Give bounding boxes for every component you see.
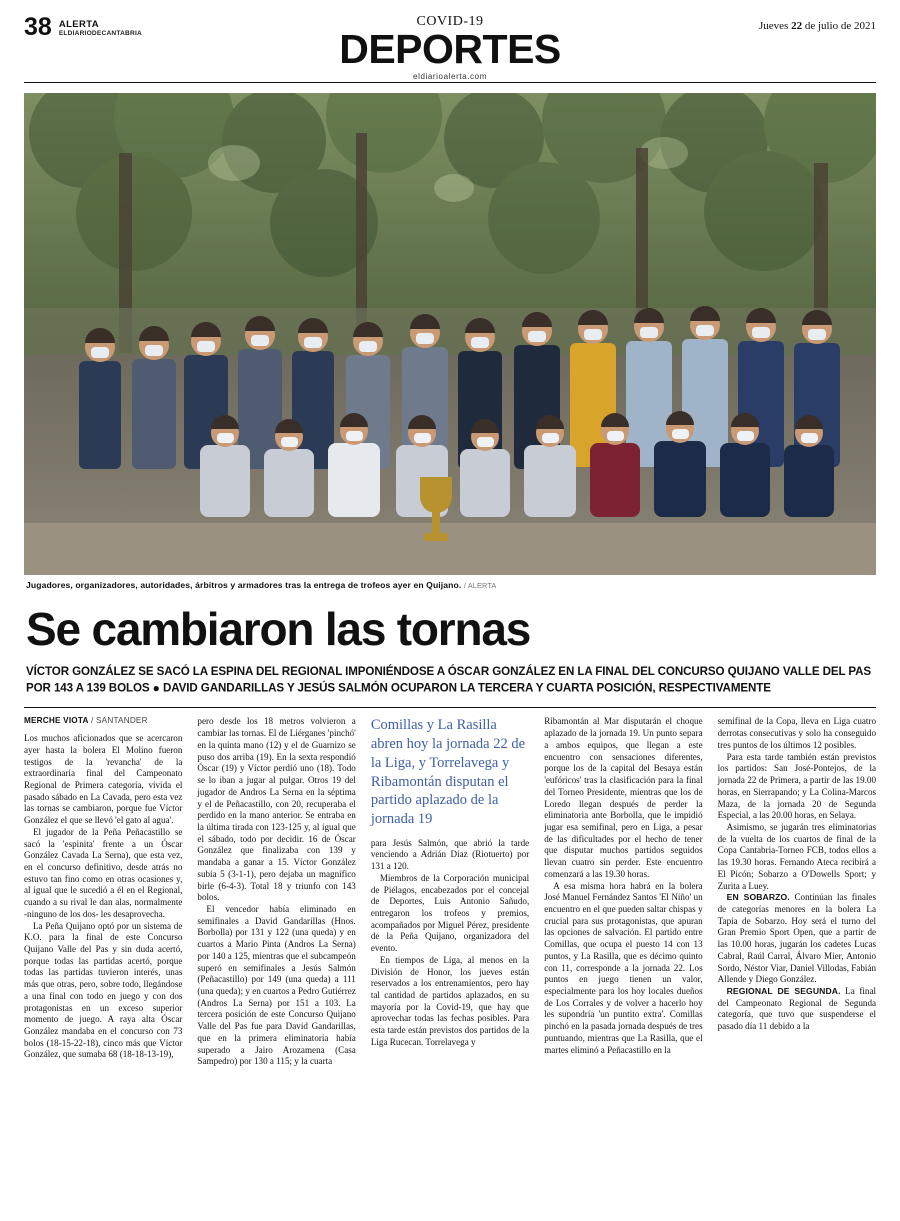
article-headline: Se cambiaron las tornas bbox=[26, 603, 531, 655]
paragraph: La Peña Quijano optó por un sistema de K.O. para la final de este Concurso Quijano Valle del Pas y sin duda acertó, porque todas las partidas acertó, porque todas las partidas tuvieron interés, unas más que otras, pero, sobre todo, llegándose a una final con todo en juego y con dos protagonistas en un exceso superior momento de juego. A raya alta Óscar González mandaba en el concurso con 73 bolos (18-15-22-18), cinco más que Víctor González, que sumaba 68 (18-18-13-19), bbox=[24, 920, 183, 1060]
masthead-divider bbox=[24, 82, 876, 83]
column-1 bbox=[24, 716, 182, 1186]
team-photo bbox=[24, 93, 876, 575]
paragraph: El jugador de la Peña Peñacastillo se sacó la 'espinita' frente a un Óscar González Cavada La Serna), que esta vez, en el concurso definitivo, desde atrás no estuvo tan fino como en otras ocasiones y, al igual que le sucedió a él en el Regional, cuando a su rival le dan alas, normalmente -ninguno de los dos- les desaprovecha. bbox=[24, 826, 183, 919]
photo-block bbox=[24, 93, 876, 590]
paragraph: semifinal de la Copa, lleva en Liga cuatro derrotas consecutivas y solo ha conseguido tres puntos de los últimos 12 posibles. bbox=[717, 716, 877, 750]
page-number: 38 bbox=[24, 13, 52, 41]
photo-caption-text: Jugadores, organizadores, autoridades, árbitros y armadores tras la entrega de trofeos ayer en Quijano. bbox=[26, 580, 462, 590]
subsection-body: La final del Campeonato Regional de Segunda categoría, que tuvo que suspenderse el pasado día 11 debido a la bbox=[717, 986, 877, 1032]
photo-illustration bbox=[24, 93, 876, 575]
section-title: DEPORTES bbox=[339, 26, 561, 72]
subsection-heading: REGIONAL DE SEGUNDA. bbox=[726, 986, 841, 997]
byline-author: MERCHE VIOTA bbox=[24, 716, 89, 726]
paragraph: Asimismo, se jugarán tres eliminatorias de la vuelta de los cuartos de final de la Copa Cantabria-Torneo FCB, todos ellos a las 19.30 horas. Fernando Ateca recibirá a El Picón; Sobarzo a O'Dowells Sport; y Zurita a Luey. bbox=[717, 821, 877, 891]
paragraph: pero desde los 18 metros volvieron a cambiar las tornas. El de Liérganes 'pinchó' en la quinta mano (12) y el de Guarnizo se puso dos arriba (19). En la sexta respondió Óscar (19) y Víctor perdió uno (18). Todo se lo iban a jugar al pulgar. Otros 19 del jugador de Andros La Serna en la séptima y el de Peñacastillo, con 20, recuperaba el perdido en la mano anterior. Se entraba en la última tirada con 123-125 y, al igual que el sábado, todo por decidir. 16 de Óscar González que finalizaba con 139 y mandaba a ganar a 15. Víctor González subía 5 (3-1-1), pero dejaba un magnífico birle (6-4-3). Total 18 y triunfo con 143 bolos. bbox=[197, 716, 356, 903]
photo-caption bbox=[24, 575, 876, 590]
body-divider bbox=[24, 707, 876, 708]
photo-credit: / ALERTA bbox=[463, 581, 497, 590]
byline-separator: / bbox=[88, 716, 97, 726]
paragraph: Los muchos aficionados que se acercaron ayer hasta la bolera El Molino fueron testigos de la 'revancha' de la extraordinaria final del Campeonato Regional de Primera categoría, vivida el pasado sábado en La Cavada, pero esta vez las tornas se cambiaron, porque fue Víctor González el que se llevó 'el gato al agua'. bbox=[24, 733, 183, 826]
column-3 bbox=[371, 716, 529, 1186]
date-suffix: de julio de 2021 bbox=[802, 20, 876, 32]
article-body bbox=[24, 716, 876, 1186]
paragraph: Miembros de la Corporación municipal de Piélagos, encabezados por el concejal de Deportes, Luis Antonio Sañudo, entregaron los trofeos y premios, acompañados por Miguel Pérez, presidente de la Peña Quijano, organizadora del evento. bbox=[370, 872, 530, 954]
paragraph: Ribamontán al Mar disputarán el choque aplazado de la jornada 19. Un punto separa a ambos equipos, que llegan a este encuentro con sensaciones diferentes, porque los de la capital del Besaya están 'eufóricos' tras la clasificación para la final del Torneo Presidente, mientras que los de Loredo llegan después de perder la eliminatoria ante Borbolla, que le impidió jugar esa semifinal, pero en Liga, a pesar de las dificultades por el hecho de tener que disputar muchos partidos seguidos llevan cuatro sin perder. Este encuentro comenzará a las 19.30 horas. bbox=[544, 716, 703, 879]
paragraph: A esa misma hora habrá en la bolera José Manuel Fernández Santos 'El Niño' un encuentro en el que pueden saltar chispas y crucial para sus protagonistas, que apuran las opciones de salvación. El partido entre Comillas, que ocupa el puesto 14 con 13 puntos, y La Rasilla, que es décimo quinto con 11, corresponde a la jornada 22. Los puntos en juego tienen un valor, especialmente para los hoy locales dueños de Los Corrales y de volver a hacerlo hoy les supondría 'un puntito extra'. Comillas pinchó en la pasada jornada después de tres puntuando, mientras que La Rasilla, que el martes eliminó a Peñacastillo en la bbox=[544, 880, 703, 1055]
paragraph: para Jesús Salmón, que abrió la tarde venciendo a Adrián Díaz (Riotuerto) por 131 a 120. bbox=[370, 837, 530, 872]
column-2 bbox=[197, 716, 355, 1186]
pullquote: Comillas y La Rasilla abren hoy la jornada 22 de la Liga, y Torrelavega y Ribamontán disputan el partido aplazado de la jornada 19 bbox=[370, 717, 526, 827]
subhead-bullet-icon: ● bbox=[152, 681, 160, 696]
brand-name: ALERTA bbox=[58, 19, 100, 30]
column-4 bbox=[544, 716, 702, 1186]
site-url: eldiarioalerta.com bbox=[413, 72, 487, 82]
subhead-part-2: DAVID GANDARILLAS Y JESÚS SALMÓN OCUPARON LA TERCERA Y CUARTA POSICIÓN, RESPECTIVAMENTE bbox=[162, 682, 771, 696]
subhead-part-1: VÍCTOR GONZÁLEZ SE SACÓ LA ESPINA DEL REGIONAL IMPONIÉNDOSE A ÓSCAR GONZÁLEZ EN LA FINAL DEL CONCURSO QUIJANO VALLE DEL PAS POR 143 A 139 BOLOS bbox=[26, 665, 872, 696]
masthead-center bbox=[24, 14, 876, 81]
subsection-regional-segunda bbox=[718, 986, 876, 1033]
date-day: 22 bbox=[791, 20, 803, 32]
paragraph: Para esta tarde también están previstos los partidos: San José-Pontejos, de la jornada 22 de Primera, a partir de las 19.00 horas, en Sierrapando; y La Colina-Marcos Maza, de la jornada 20 de Segunda Especial, a las 20.00 horas, en Selaya. bbox=[717, 751, 877, 821]
subsection-heading: EN SOBARZO. bbox=[726, 892, 790, 903]
paragraph: En tiempos de Liga, al menos en la División de Honor, los jueves están reservados a los entrenamientos, pero hay tal cantidad de partidos aplazados, en su mayoría por la Covid-19, que hay que aprovechar todas las fechas posibles. Para esta tarde están previstos dos partidos de la Liga Rucecan. Torrelavega y bbox=[370, 954, 530, 1047]
masthead bbox=[24, 13, 876, 82]
subsection-sobarzo bbox=[718, 892, 876, 986]
section-kicker: COVID-19 bbox=[416, 14, 484, 29]
byline-city: SANTANDER bbox=[96, 716, 148, 726]
article-subhead bbox=[26, 664, 876, 697]
paragraph: El vencedor había eliminado en semifinales a David Gandarillas (Hnos. Borbolla) por 131 y 122 (una queda) y en cuartos a Mario Pinta (Andros La Serna) por 140 a 125, mientras que el subcampeón superó en semifinales a Jesús Salmón (Peñacastillo) por 149 (una queda) a 111 (una queda); y en cuartos a Pedro Gutiérrez (Andros La Serna) por 151 a 103. La tercera posición de este Concurso Quijano Valle del Pas fue para David Gandarillas, que en la primera eliminatoria había superado a Jairo Arozamena (Casa Sampedro) por 130 a 115; y la cuarta bbox=[197, 903, 356, 1067]
column-5 bbox=[718, 716, 876, 1186]
byline bbox=[24, 716, 182, 727]
brand-subtitle: ELDIARIODECANTABRIA bbox=[58, 30, 142, 38]
date-prefix: Jueves bbox=[758, 20, 792, 32]
subsection-body: Continúan las finales de categorías menores en la bolera La Tapia de Sobarzo. Hoy será el turno del Gran Premio Sport Open, que a partir de las 10.00 horas, jugarán los cadetes Lucas Cabral, Raúl Carral, Álvaro Mier, Antonio Sordo, Néstor Viar, Daniel Villodas, Fabián Allende y Diego González. bbox=[717, 892, 877, 985]
